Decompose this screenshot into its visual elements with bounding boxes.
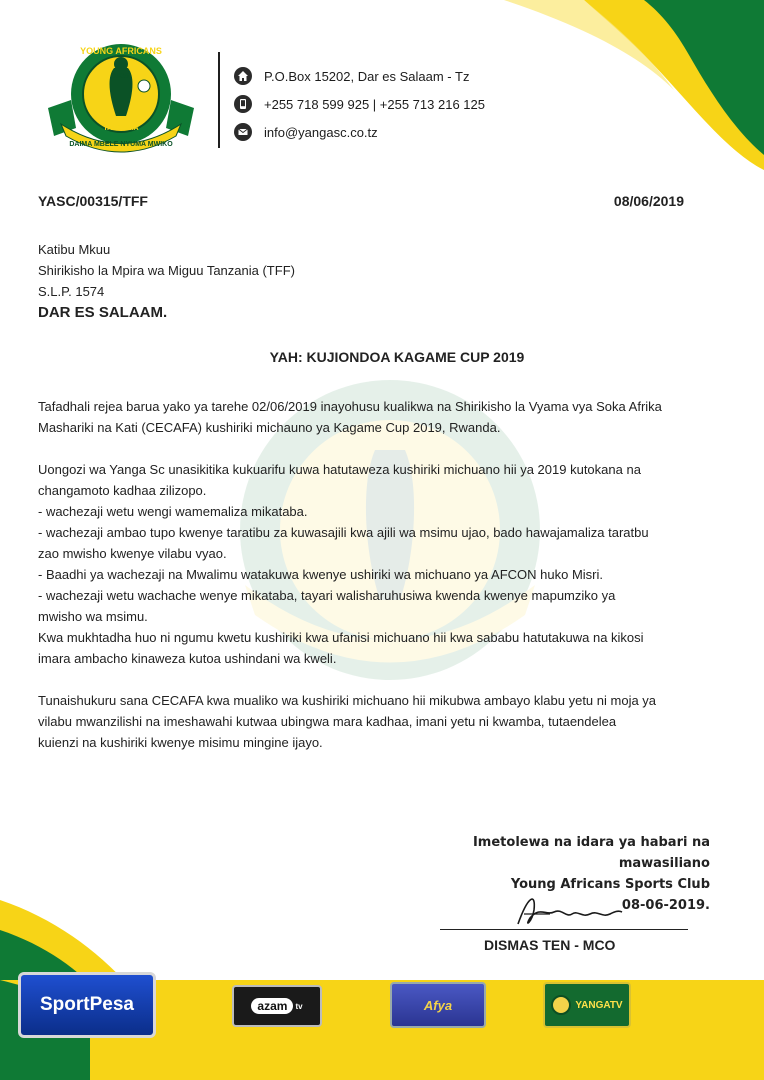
body-paragraph-2 <box>38 459 728 669</box>
logo-banner-text: DAIMA MBELE NYUMA MWIKO <box>69 141 173 148</box>
body-paragraph-3 <box>38 690 728 753</box>
body-line: Tunaishukuru sana CECAFA kwa mualiko wa kushiriki michuano hii mikubwa ambayo klabu yetu ni moja ya <box>38 693 657 708</box>
signer-name: DISMAS TEN - MCO <box>484 937 616 953</box>
sponsor-sportpesa-logo <box>18 972 156 1038</box>
logo-ring-text: YOUNG AFRICANS <box>80 46 162 56</box>
body-line: changamoto kadhaa zilizopo. <box>38 483 207 498</box>
contact-email <box>234 118 485 146</box>
contact-block <box>234 62 485 146</box>
sponsor-azam-text: azam <box>251 998 293 1014</box>
body-line: - Baadhi ya wachezaji na Mwalimu watakuwa kwenye ushiriki wa michuano ya AFCON huko Misri. <box>38 567 604 582</box>
contact-phone <box>234 90 485 118</box>
body-line: Kwa mukhtadha huo ni ngumu kwetu kushiriki kwa ufanisi michuano hii kwa sababu hatutakuwa na kikosi <box>38 630 644 645</box>
sponsor-azam-tv-logo <box>232 985 322 1027</box>
body-line: kuienzi na kushiriki kwenye misimu mingine ijayo. <box>38 735 323 750</box>
sponsor-yanga-tv-logo <box>543 982 631 1028</box>
letter-date: 08/06/2019 <box>613 193 684 209</box>
sponsor-sportpesa-text: SportPesa <box>40 994 134 1015</box>
sponsor-afya-logo <box>390 982 486 1028</box>
body-line: - wachezaji wetu wachache wenye mikataba, tayari walisharuhusiwa kwenda kwenye mapumziko ya <box>38 588 616 603</box>
sponsor-yangatv-text: YANGATV <box>575 999 623 1011</box>
letter-body <box>38 396 728 774</box>
body-line: - wachezaji ambao tupo kwenye taratibu za kuwasajili kwa ajili wa msimu ujao, bado hawajamaliza taratbu <box>38 525 649 540</box>
contact-phone-text: +255 718 599 925 | +255 713 216 125 <box>264 96 485 112</box>
sponsor-azam-suffix: tv <box>295 1001 303 1011</box>
body-line: vilabu mwanzilishi na imeshawahi kutwaa ubingwa mara kadhaa, imani yetu ni kwamba, tutaendelea <box>38 714 617 729</box>
logo-country: TANZANIA <box>103 125 139 132</box>
recipient-city: DAR ES SALAAM. <box>38 304 168 321</box>
recipient-line-3: S.L.P. 1574 <box>38 284 105 299</box>
body-line: mwisho wa msimu. <box>38 609 148 624</box>
issued-by-line-2: mawasiliano <box>618 856 710 871</box>
handwritten-signature <box>510 888 630 932</box>
letter-subject: YAH: KUJIONDOA KAGAME CUP 2019 <box>269 349 525 365</box>
recipient-line-2: Shirikisho la Mpira wa Miguu Tanzania (TFF) <box>38 263 295 278</box>
header-decoration <box>444 0 764 170</box>
mail-icon <box>234 123 252 141</box>
body-line: Uongozi wa Yanga Sc unasikitika kukuarifu kuwa hatutaweza kushiriki michuano hii ya 2019 kutokana na <box>38 462 641 477</box>
body-line: - wachezaji wetu wengi wamemaliza mikataba. <box>38 504 308 519</box>
body-paragraph-1 <box>38 396 728 438</box>
contact-address-text: P.O.Box 15202, Dar es Salaam - Tz <box>264 68 470 84</box>
club-name: Young Africans Sports Club <box>510 877 710 892</box>
recipient-address <box>38 239 295 323</box>
header-divider <box>218 52 220 148</box>
contact-email-text: info@yangasc.co.tz <box>264 124 378 140</box>
body-line: Mashariki na Kati (CECAFA) kushiriki michauno ya Kagame Cup 2019, Rwanda. <box>38 420 501 435</box>
phone-icon <box>234 95 252 113</box>
issued-by-line-1: Imetolewa na idara ya habari na <box>472 835 710 850</box>
club-logo <box>36 38 206 156</box>
body-line: zao mwisho kwenye vilabu vyao. <box>38 546 227 561</box>
signature-date: 08-06-2019. <box>621 898 710 913</box>
signature-line <box>440 929 688 930</box>
body-line: Tafadhali rejea barua yako ya tarehe 02/06/2019 inayohusu kualikwa na Shirikisho la Vyama vya Soka Afrika <box>38 399 662 414</box>
yanga-tv-badge-icon <box>551 995 571 1015</box>
sponsor-afya-text: Afya <box>423 997 453 1013</box>
reference-number: YASC/00315/TFF <box>38 193 148 209</box>
recipient-line-1: Katibu Mkuu <box>38 242 111 257</box>
home-icon <box>234 67 252 85</box>
logo-year: 1935 <box>113 73 129 80</box>
body-line: imara ambacho kinaweza kutoa ushindani wa kweli. <box>38 651 337 666</box>
contact-address <box>234 62 485 90</box>
